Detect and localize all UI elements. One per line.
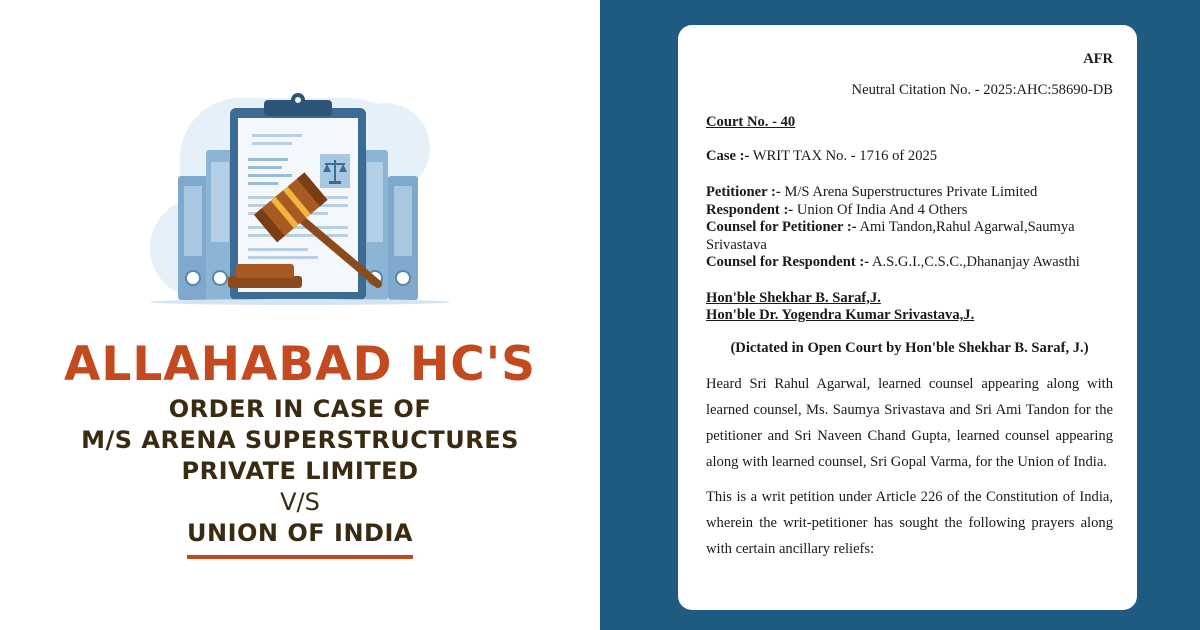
headline-line-company-suffix: PRIVATE LIMITED — [181, 457, 419, 485]
counsel-petitioner-line — [706, 219, 1113, 254]
counsel-petitioner-value: Ami Tandon,Rahul Agarwal,Saumya Srivastava — [706, 219, 1075, 253]
headline-versus: V/S — [280, 488, 320, 516]
counsel-petitioner-label: Counsel for Petitioner :- — [706, 219, 857, 235]
petitioner-value: M/S Arena Superstructures Private Limited — [780, 184, 1038, 200]
judgment-document-card — [678, 25, 1137, 610]
neutral-citation: Neutral Citation No. - 2025:AHC:58690-DB — [851, 82, 1113, 98]
respondent-line — [706, 202, 1113, 220]
judge-name: Hon'ble Dr. Yogendra Kumar Srivastava,J. — [706, 307, 975, 323]
judge-name: Hon'ble Shekhar B. Saraf,J. — [706, 289, 881, 306]
headline-line-order: ORDER IN CASE OF — [168, 395, 432, 423]
headline-title: ALLAHABAD HC'S — [64, 337, 536, 392]
scales-icon — [320, 154, 350, 188]
court-number: Court No. - 40 — [706, 114, 796, 130]
respondent-value: Union Of India And 4 Others — [793, 201, 968, 218]
counsel-respondent-value: A.S.G.I.,C.S.C.,Dhananjay Awasthi — [869, 254, 1080, 270]
case-line — [706, 148, 1113, 165]
headline — [0, 336, 600, 559]
counsel-respondent-line — [706, 254, 1113, 272]
petitioner-line — [706, 184, 1113, 202]
petitioner-label: Petitioner :- — [706, 184, 781, 200]
bench-block — [706, 290, 1113, 325]
case-label: Case :- — [706, 148, 750, 164]
respondent-label: Respondent :- — [706, 201, 794, 218]
dictated-note: (Dictated in Open Court by Hon'ble Shekhar B. Saraf, J.) — [730, 339, 1089, 356]
headline-respondent: UNION OF INDIA — [187, 518, 413, 559]
court-order-illustration — [140, 78, 460, 310]
parties-block — [706, 184, 1113, 272]
case-value: WRIT TAX No. - 1716 of 2025 — [749, 148, 938, 164]
counsel-respondent-label: Counsel for Respondent :- — [706, 254, 870, 270]
headline-line-company: M/S ARENA SUPERSTRUCTURES — [81, 426, 519, 454]
order-paragraph: This is a writ petition under Article 226 of the Constitution of India, wherein the writ-petitioner has sought the following prayers along with certain ancillary reliefs: — [706, 488, 1113, 557]
order-paragraph: Heard Sri Rahul Agarwal, learned counsel appearing along with learned counsel, Ms. Saumya Srivastava and Sri Ami Tandon for the petitioner and Sri Naveen Chand Gupta, learned counsel appearing along with learned counsel, Sri Gopal Varma, for the Union of India. — [706, 375, 1113, 470]
afr-label: AFR — [1083, 51, 1113, 67]
